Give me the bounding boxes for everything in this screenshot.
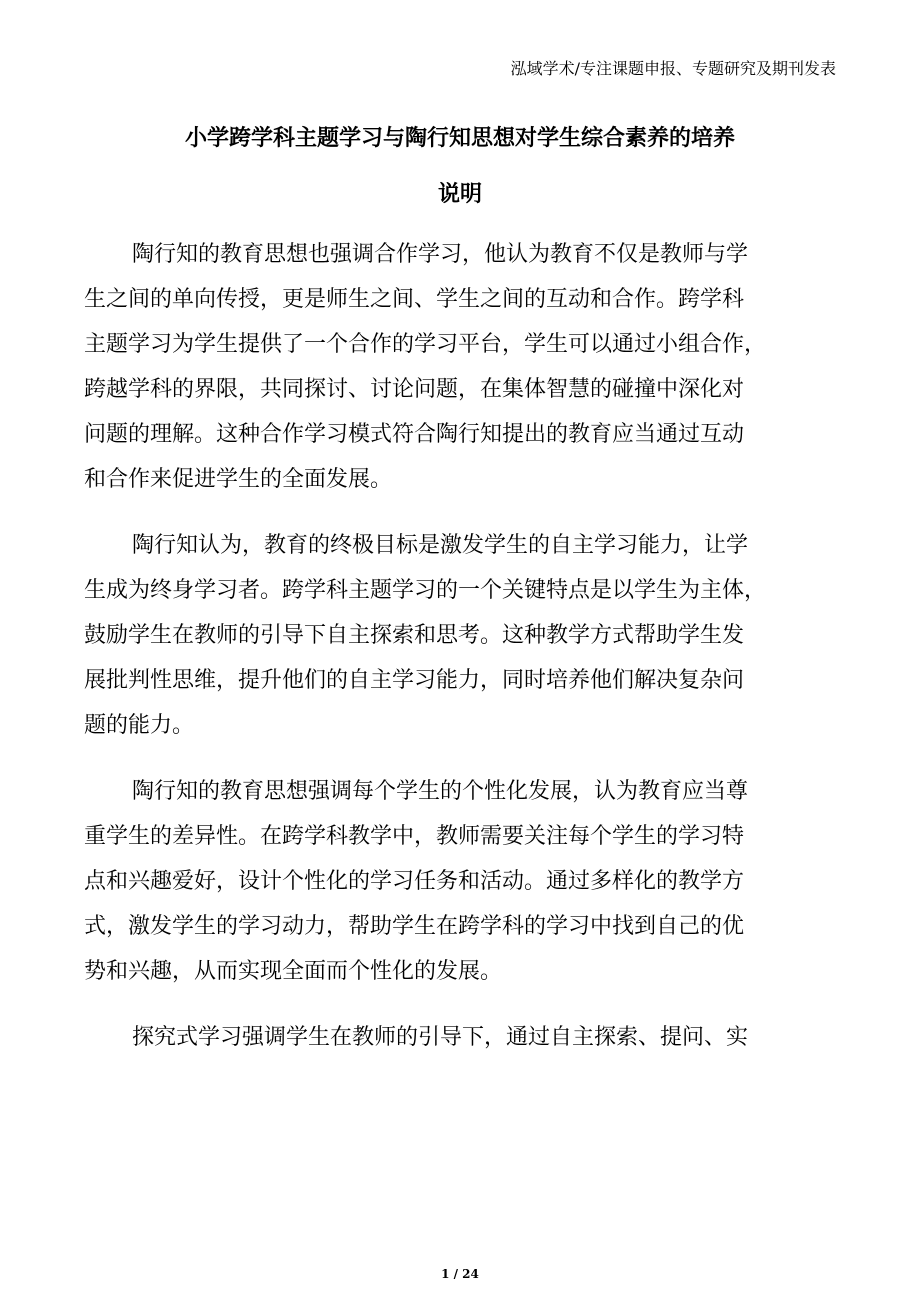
paragraph-line: 生成为终身学习者。跨学科主题学习的一个关键特点是以学生为主体， [84, 578, 767, 603]
paragraph-line: 展批判性思维，提升他们的自主学习能力，同时培养他们解决复杂问 [84, 668, 745, 693]
paragraph-line: 势和兴趣，从而实现全面而个性化的发展。 [84, 959, 503, 984]
paragraph-line: 陶行知认为，教育的终极目标是激发学生的自主学习能力，让学 [132, 533, 749, 558]
paragraph-line: 重学生的差异性。在跨学科教学中，教师需要关注每个学生的学习特 [84, 824, 745, 849]
paragraph-line: 陶行知的教育思想也强调合作学习，他认为教育不仅是教师与学 [132, 242, 749, 267]
paragraph-line: 鼓励学生在教师的引导下自主探索和思考。这种教学方式帮助学生发 [84, 623, 745, 648]
header-note: 泓域学术/专注课题申报、专题研究及期刊发表 [510, 59, 836, 78]
paragraph-1 [84, 232, 836, 502]
paragraph-2 [84, 523, 836, 748]
paragraph-line: 题的能力。 [84, 713, 195, 738]
paragraph-line: 陶行知的教育思想强调每个学生的个性化发展，认为教育应当尊 [132, 779, 749, 804]
paragraph-line: 生之间的单向传授，更是师生之间、学生之间的互动和合作。跨学科 [84, 287, 745, 312]
paragraph-line: 点和兴趣爱好，设计个性化的学习任务和活动。通过多样化的教学方 [84, 869, 745, 894]
paragraph-line: 和合作来促进学生的全面发展。 [84, 467, 393, 492]
paragraph-line: 主题学习为学生提供了一个合作的学习平台，学生可以通过小组合作， [84, 332, 767, 357]
document-body [84, 232, 836, 1081]
document-subtitle: 说明 [437, 181, 482, 207]
paragraph-line: 问题的理解。这种合作学习模式符合陶行知提出的教育应当通过互动 [84, 422, 745, 447]
paragraph-4 [84, 1015, 836, 1060]
page-number: 1 / 24 [441, 1267, 479, 1281]
paragraph-line: 式，激发学生的学习动力，帮助学生在跨学科的学习中找到自己的优 [84, 914, 745, 939]
paragraph-line: 跨越学科的界限，共同探讨、讨论问题，在集体智慧的碰撞中深化对 [84, 377, 745, 402]
paragraph-3 [84, 769, 836, 994]
document-title: 小学跨学科主题学习与陶行知思想对学生综合素养的培养 [184, 125, 735, 151]
paragraph-line: 探究式学习强调学生在教师的引导下，通过自主探索、提问、实 [132, 1025, 749, 1050]
